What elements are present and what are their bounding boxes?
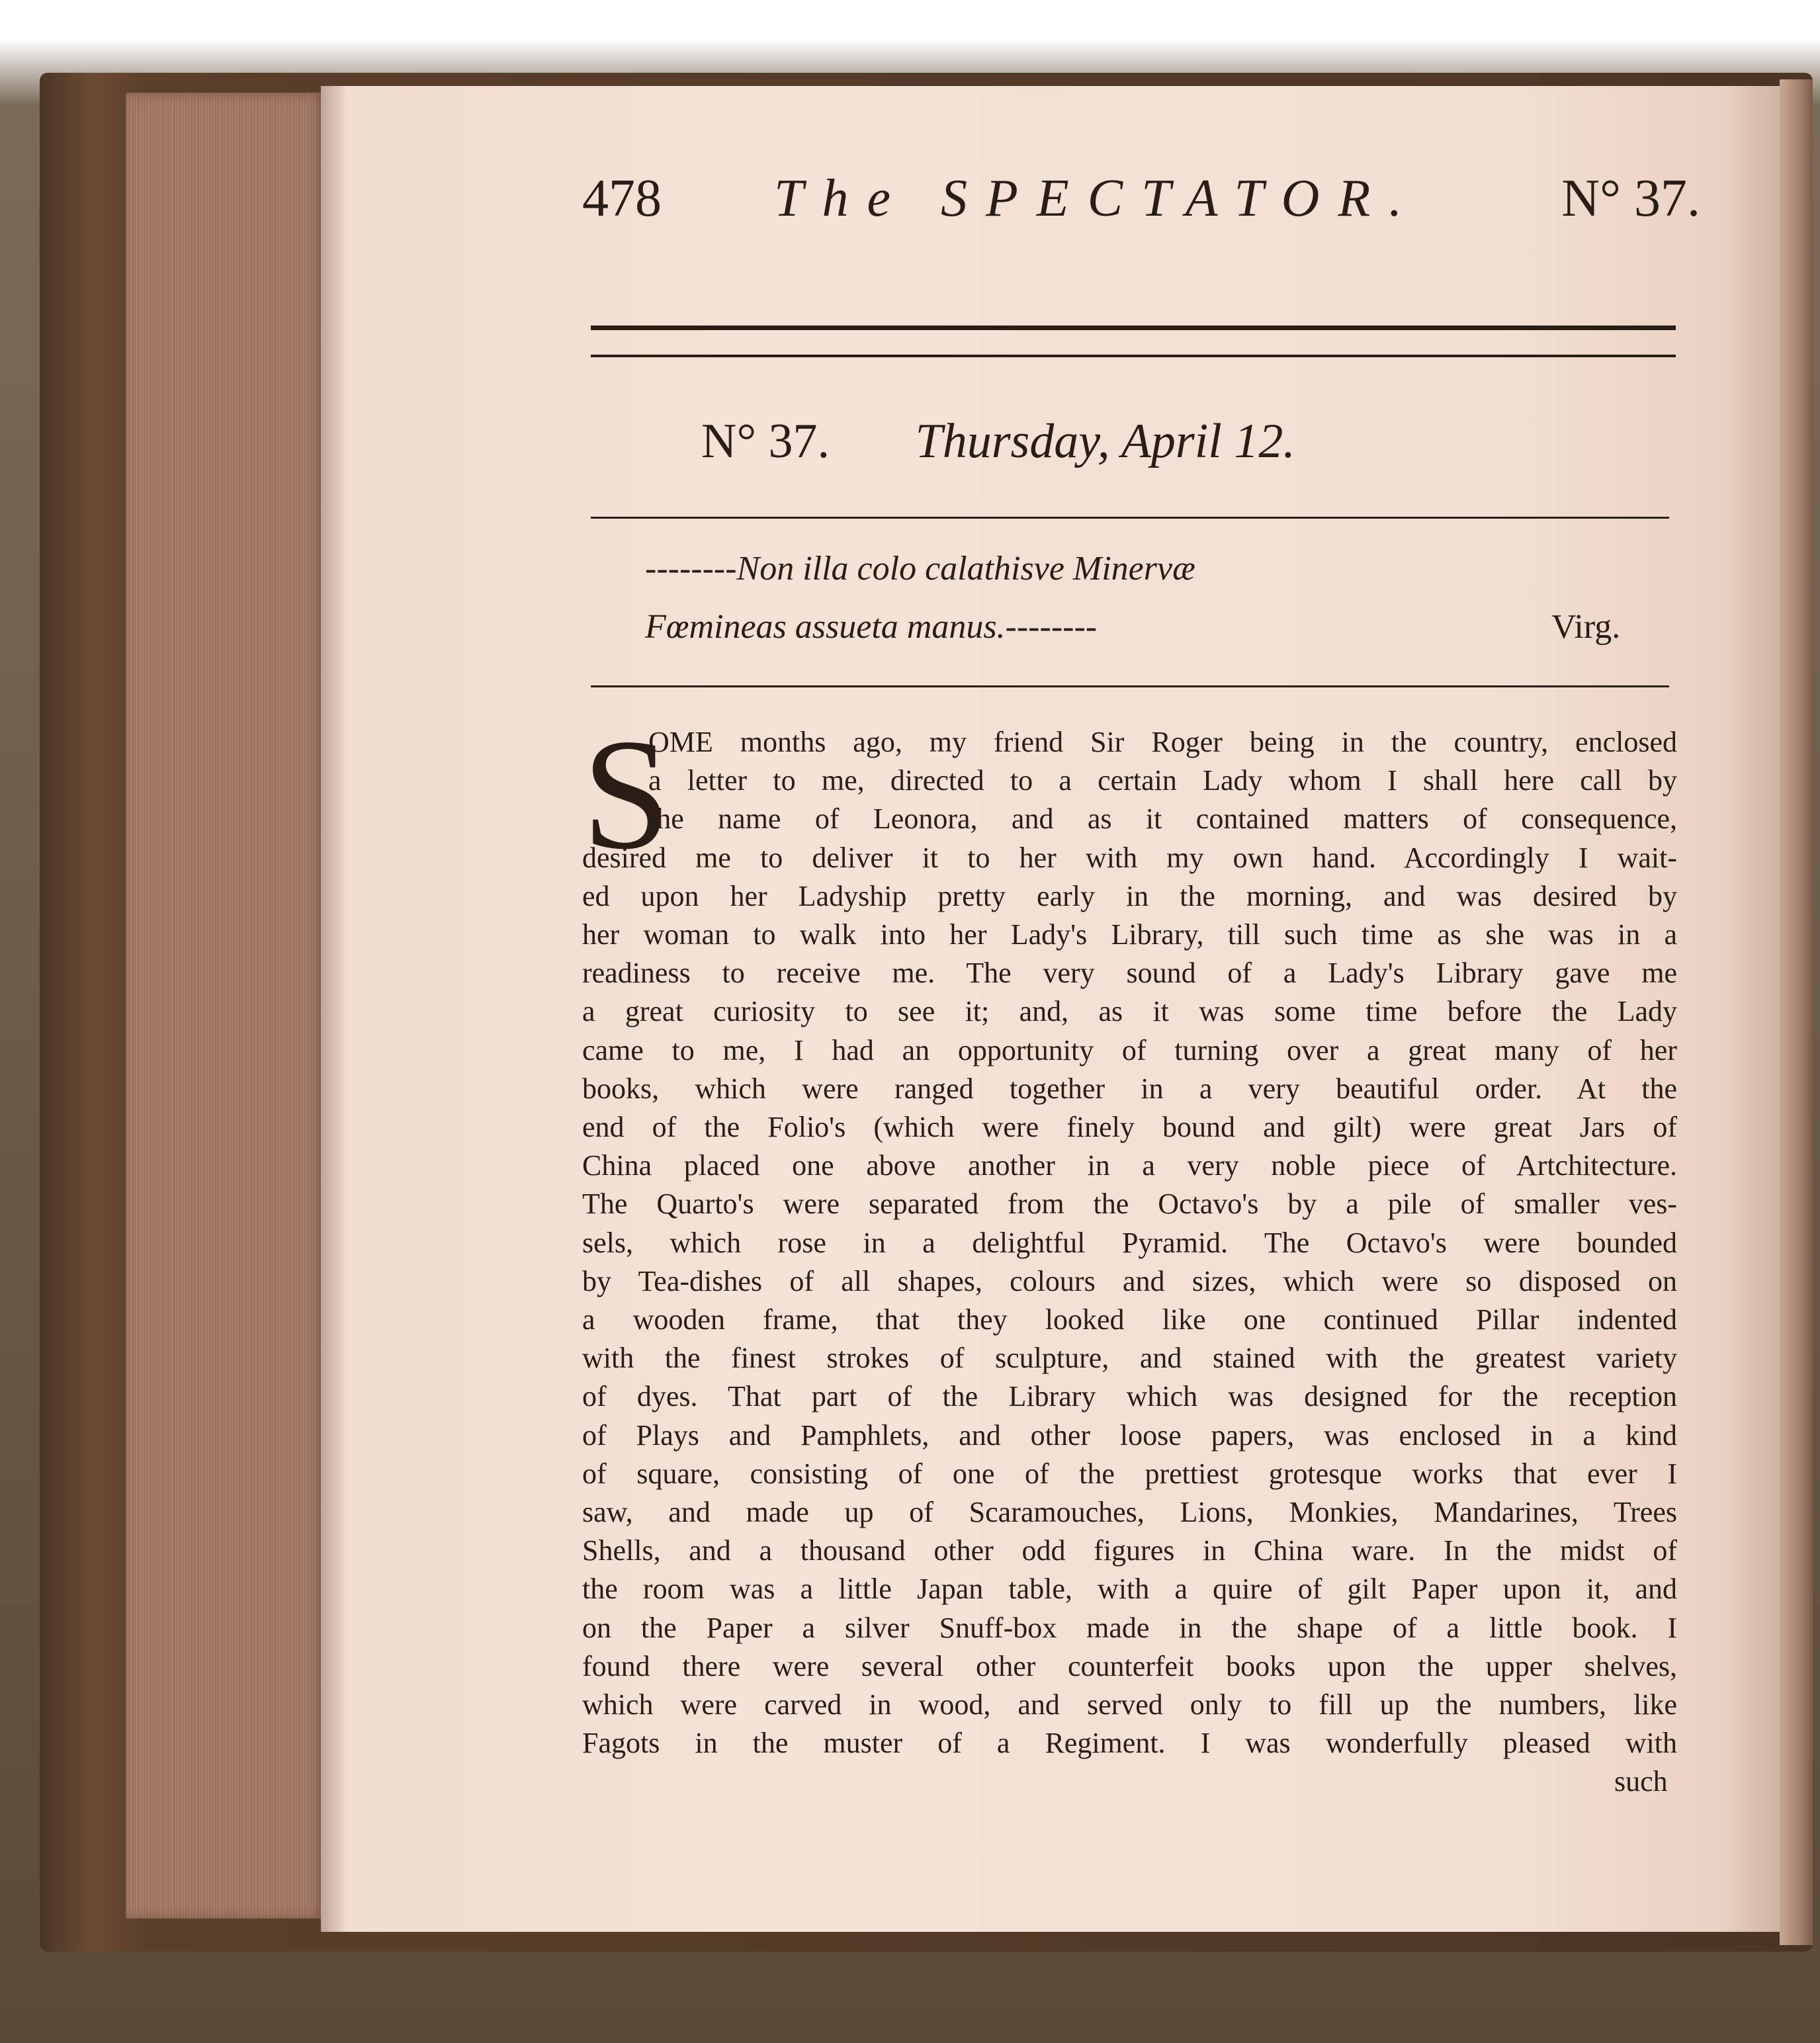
body-line: a great curiosity to see it; and, as it was some time before the Lady [582, 995, 1677, 1028]
body-line: Fagots in the muster of a Regiment. I was wonderfully pleased with [582, 1727, 1677, 1760]
body-line: The Quarto's were separated from the Octavo's by a pile of smaller ves- [582, 1188, 1677, 1221]
body-line: end of the Folio's (which were finely bound and gilt) were great Jars of [582, 1111, 1677, 1143]
body-line: sels, which rose in a delightful Pyramid. The Octavo's were bounded [582, 1226, 1677, 1259]
page-edges [126, 93, 324, 1919]
drop-cap: S [582, 706, 671, 882]
catchword: such [1614, 1765, 1668, 1798]
body-line: a letter to me, directed to a certain Lady whom I shall here call by [648, 764, 1677, 797]
body-line: OME months ago, my friend Sir Roger being in the country, enclosed [648, 726, 1677, 758]
body-line: of dyes. That part of the Library which was designed for the reception [582, 1380, 1677, 1413]
motto-line-1 [645, 549, 1195, 588]
journal-title: The SPECTATOR. [774, 169, 1421, 228]
body-line: the name of Leonora, and as it contained matters of consequence, [648, 803, 1677, 836]
body-line: by Tea-dishes of all shapes, colours and sizes, which were so disposed on [582, 1264, 1677, 1297]
body-line: came to me, I had an opportunity of turning over a great many of her [582, 1033, 1677, 1066]
body-line: books, which were ranged together in a very beautiful order. At the [582, 1072, 1677, 1105]
body-line: of Plays and Pamphlets, and other loose papers, was enclosed in a kind [582, 1418, 1677, 1452]
facing-page-edge [1780, 79, 1813, 1945]
body-line: with the finest strokes of sculpture, and stained with the greatest variety [582, 1342, 1677, 1375]
issue-number: N° 37. [701, 414, 830, 468]
body-line: her woman to walk into her Lady's Library, till such time as she was in a [582, 918, 1677, 951]
motto-line-1-text: --------Non illa colo calathisve Minervæ [645, 550, 1195, 587]
body-line: readiness to receive me. The very sound of a Lady's Library gave me [582, 957, 1677, 990]
page-number: 478 [582, 169, 662, 228]
body-line: on the Paper a silver Snuff-box made in the shape of a little book. I [582, 1611, 1677, 1644]
issue-heading [701, 413, 1295, 470]
body-line: Shells, and a thousand other odd figures in China ware. In the midst of [582, 1534, 1677, 1567]
double-rule-top [591, 326, 1676, 330]
motto-line-2-text: Fœmineas assueta manus.-------- [645, 608, 1098, 646]
body-line: saw, and made up of Scaramouches, Lions, Monkies, Mandarines, Trees [582, 1496, 1677, 1528]
gutter-shadow [321, 86, 347, 1932]
motto-source: Virg. [1551, 608, 1621, 646]
body-line: a wooden frame, that they looked like one continued Pillar indented [582, 1303, 1677, 1336]
running-head [582, 169, 1700, 241]
running-head-number: N° 37. [1561, 169, 1700, 228]
rule-below-motto [591, 685, 1669, 687]
body-line: desired me to deliver it to her with my own hand. Accordingly I wait- [582, 841, 1677, 874]
issue-date: Thursday, April 12. [915, 414, 1295, 468]
motto-line-2 [645, 607, 1097, 646]
body-line: which were carved in wood, and served only to fill up the numbers, like [582, 1688, 1677, 1721]
body-line: found there were several other counterfeit books upon the upper shelves, [582, 1649, 1677, 1682]
rule-above-motto [591, 517, 1669, 519]
double-rule-bottom [591, 355, 1676, 357]
body-line: ed upon her Ladyship pretty early in the morning, and was desired by [582, 879, 1677, 912]
body-line: China placed one above another in a very noble piece of Artchitecture. [582, 1149, 1677, 1182]
body-line: of square, consisting of one of the prettiest grotesque works that ever I [582, 1457, 1677, 1490]
body-line: the room was a little Japan table, with a quire of gilt Paper upon it, and [582, 1573, 1677, 1606]
